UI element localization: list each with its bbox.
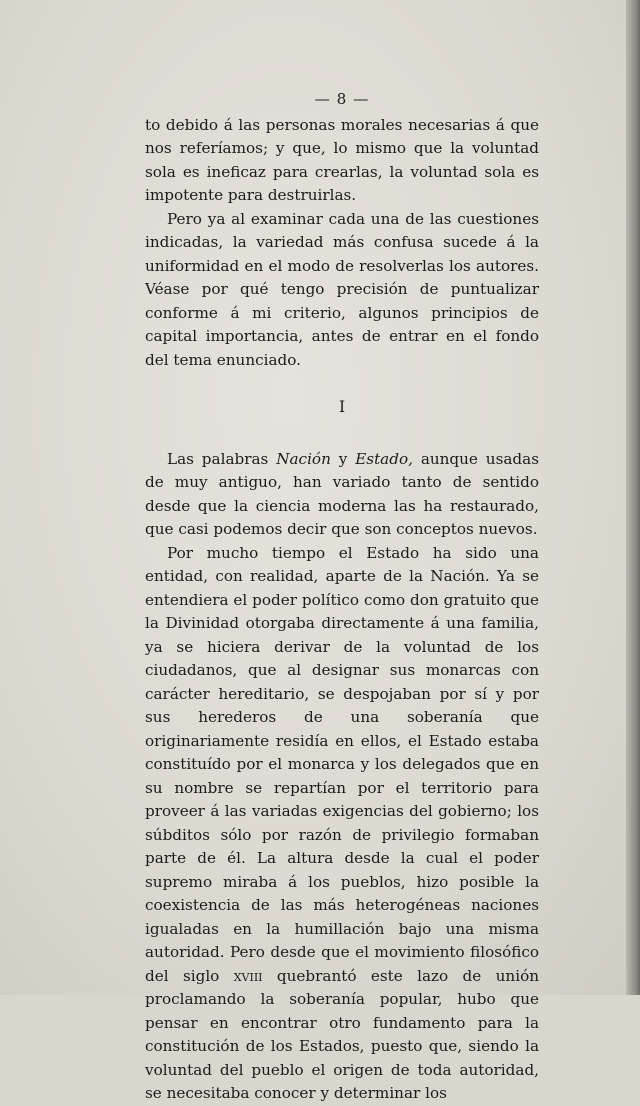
paragraph-1: to debido á las personas morales necesarias á que nos referíamos; y que, lo mismo que la voluntad sola es ineficaz para crearlas, la voluntad sola es impotente para destruirlas. [145, 115, 539, 204]
paragraph-3-end: aunque usadas de muy antiguo, han variado tanto de sentido desde que la ciencia moderna las ha restaurado, que casi podemos decir que son conceptos nuevos. [145, 449, 540, 538]
term-estado: Estado, [355, 449, 413, 468]
text-column [145, 88, 539, 1106]
paragraph-3 [145, 448, 539, 542]
paragraph-4-start: Por mucho tiempo el Estado ha sido una entidad, con realidad, aparte de la Nación. Ya se entendiera el poder político como don gratuito que la Divinidad otorgaba directamente á una familia, ya se hiciera derivar de la voluntad de los ciudadanos, que al designar sus monarcas con carácter hereditario, se despojaban por sí y por sus herederos de una soberanía que originariamente residía en ellos, el Estado estaba constituído por el monarca y los delegados que en su nombre se repartían por el territorio para proveer á las variadas exigencias del gobierno; los súbditos sólo por razón de privilegio formaban parte de él. La altura desde la cual el poder supremo miraba á los pueblos, hizo posible la coexistencia de las más heterogéneas naciones igualadas en la humillación bajo una misma autoridad. Pero desde que el movimiento filosófico del siglo [145, 543, 539, 985]
term-nacion: Nación [276, 449, 331, 468]
century-numeral: xviii [233, 966, 263, 985]
paragraph-3-mid: y [330, 449, 356, 468]
page-edge-shadow [626, 0, 640, 995]
page-number: — 8 — [314, 90, 370, 108]
paragraph-3-start: Las palabras [167, 449, 277, 468]
section-heading: I [338, 398, 346, 416]
paragraph-4-end: quebrantó este lazo de unión proclamando la soberanía popular, hubo que pensar en encontrar otro fundamento para la constitución de los Estados, puesto que, siendo la voluntad del pueblo el origen de toda autoridad, se necesitaba conocer y determinar los [145, 966, 539, 1102]
paragraph-2: Pero ya al examinar cada una de las cuestiones indicadas, la variedad más confusa sucede á la uniformidad en el modo de resolverlas los autores. Véase por qué tengo precisión de puntualizar conforme á mi criterio, algunos principios de capital importancia, antes de entrar en el fondo del tema enunciado. [145, 209, 539, 369]
paragraph-4 [145, 542, 539, 1106]
